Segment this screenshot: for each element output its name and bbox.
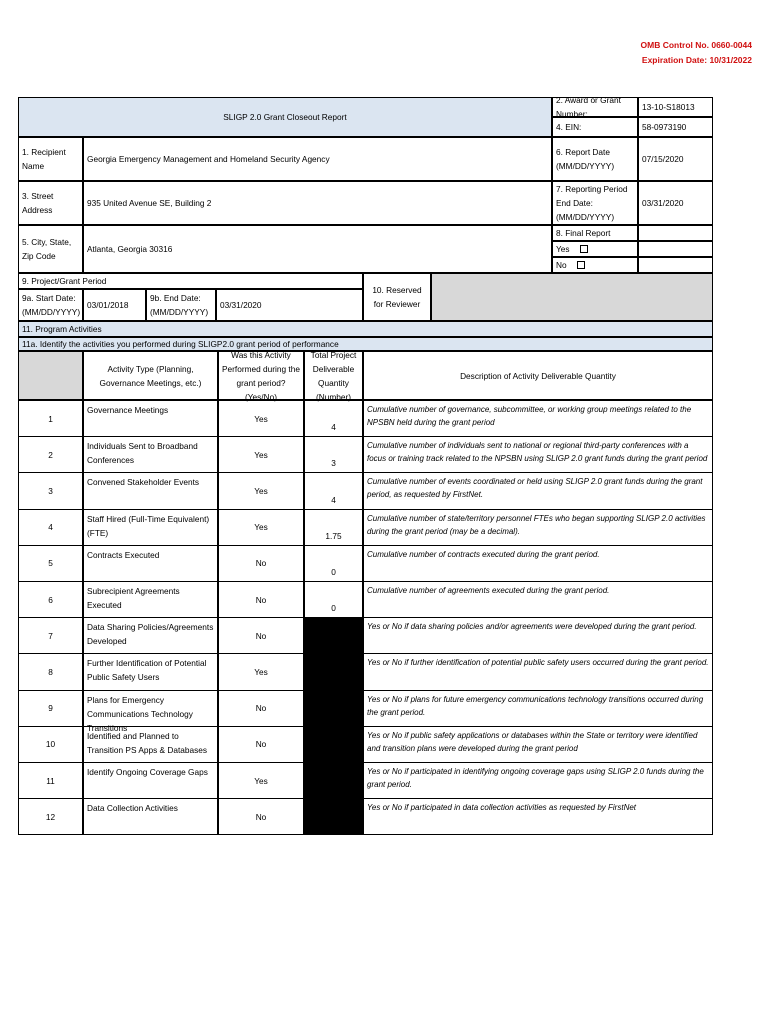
activity-performed: No — [255, 630, 267, 641]
activity-number-header — [18, 351, 83, 400]
activity-performed: No — [255, 739, 267, 750]
activity-total-header: Total Project Deliverable Quantity (Number) — [304, 351, 363, 400]
activity-quantity: 1.75 — [325, 530, 342, 541]
start-date-label: 9a. Start Date: (MM/DD/YYYY) — [18, 289, 83, 321]
activity-number-cell — [18, 400, 83, 437]
activity-quantity-cell[interactable] — [304, 436, 363, 473]
activity-type: Individuals Sent to Broadband Conferences — [87, 441, 198, 466]
activity-type-cell — [83, 436, 218, 473]
final-report-yes-blank — [638, 241, 713, 257]
no-checkbox[interactable] — [577, 261, 585, 269]
activity-type-cell — [83, 545, 218, 582]
activity-quantity-cell — [304, 617, 363, 654]
activity-number: 9 — [48, 703, 53, 714]
activity-description-cell — [363, 762, 713, 799]
activity-number-cell — [18, 472, 83, 509]
activity-performed-cell[interactable] — [218, 653, 304, 690]
activity-quantity-cell — [304, 798, 363, 835]
activity-description-cell — [363, 653, 713, 690]
start-date-value[interactable]: 03/01/2018 — [83, 289, 146, 321]
activity-type-cell — [83, 617, 218, 654]
activity-quantity-cell[interactable] — [304, 581, 363, 618]
activity-description-cell — [363, 436, 713, 473]
activity-number: 1 — [48, 413, 53, 424]
activity-number: 8 — [48, 666, 53, 677]
activity-quantity: 4 — [331, 494, 336, 505]
activity-description-cell — [363, 581, 713, 618]
activity-description: Cumulative number of governance, subcommittee, or working group meetings related to the NPSBN held during the grant period — [367, 405, 692, 427]
reserved-for-reviewer-label: 10. Reserved for Reviewer — [363, 273, 431, 321]
street-address-value[interactable]: 935 United Avenue SE, Building 2 — [83, 181, 552, 225]
activity-number: 3 — [48, 485, 53, 496]
yes-checkbox[interactable] — [580, 245, 588, 253]
period-end-value[interactable]: 03/31/2020 — [638, 181, 713, 225]
activity-performed-cell[interactable] — [218, 798, 304, 835]
activity-performed: Yes — [254, 485, 268, 496]
activity-type: Convened Stakeholder Events — [87, 477, 200, 488]
activity-number-cell — [18, 581, 83, 618]
activity-type: Identified and Planned to Transition PS Apps & Databases — [87, 730, 208, 755]
final-report-no-blank — [638, 257, 713, 273]
activity-type-cell — [83, 472, 218, 509]
period-end-label: 7. Reporting Period End Date: (MM/DD/YYYY) — [552, 181, 638, 225]
program-activities-label: 11. Program Activities — [18, 321, 713, 337]
activity-description-cell — [363, 617, 713, 654]
activity-type: Subrecipient Agreements Executed — [87, 586, 180, 610]
activity-description-cell — [363, 798, 713, 835]
activity-number: 4 — [48, 522, 53, 533]
activity-description: Yes or No if plans for future emergency communications technology transitions occurred during the grant period. — [367, 694, 704, 717]
activity-number-cell — [18, 436, 83, 473]
activity-performed: Yes — [254, 449, 268, 460]
activity-number-cell — [18, 726, 83, 763]
activity-quantity-cell[interactable] — [304, 509, 363, 546]
final-report-no[interactable] — [552, 257, 638, 273]
recipient-name-value[interactable]: Georgia Emergency Management and Homeland Security Agency — [83, 137, 552, 181]
activity-performed: No — [255, 703, 267, 714]
activity-description-cell — [363, 472, 713, 509]
report-date-value[interactable]: 07/15/2020 — [638, 137, 713, 181]
street-address-label: 3. Street Address — [18, 181, 83, 225]
activity-performed-cell[interactable] — [218, 762, 304, 799]
activity-type-cell — [83, 400, 218, 437]
activity-type: Plans for Emergency Communications Technology Transitions — [87, 694, 193, 733]
activity-quantity: 3 — [331, 458, 336, 469]
omb-control-number: OMB Control No. 0660-0044 — [640, 40, 752, 50]
activity-quantity: 0 — [331, 566, 336, 577]
recipient-name-label: 1. Recipient Name — [18, 137, 83, 181]
activity-performed-cell[interactable] — [218, 436, 304, 473]
activity-quantity-cell — [304, 762, 363, 799]
activity-performed: Yes — [254, 413, 268, 424]
activity-description-header: Description of Activity Deliverable Quantity — [363, 351, 713, 400]
activity-number: 2 — [48, 449, 53, 460]
report-date-label: 6. Report Date (MM/DD/YYYY) — [552, 137, 638, 181]
activity-performed: Yes — [254, 666, 268, 677]
activity-description-cell — [363, 509, 713, 546]
activity-number-cell — [18, 509, 83, 546]
activity-quantity-cell[interactable] — [304, 400, 363, 437]
activity-type: Identify Ongoing Coverage Gaps — [87, 767, 208, 777]
activity-description: Cumulative number of agreements executed during the grant period. — [367, 586, 610, 595]
activity-description-cell — [363, 545, 713, 582]
activity-number: 7 — [48, 630, 53, 641]
activity-quantity-cell — [304, 690, 363, 727]
activity-type-cell — [83, 762, 218, 799]
activity-performed: No — [255, 594, 267, 605]
reviewer-area — [431, 273, 713, 321]
activity-type-cell — [83, 726, 218, 763]
activity-type: Contracts Executed — [87, 549, 160, 560]
activity-number-cell — [18, 798, 83, 835]
ein-label: 4. EIN: — [552, 117, 638, 137]
final-report-label: 8. Final Report — [552, 225, 638, 241]
activity-description: Yes or No if data sharing policies and/or agreements were developed during the grant period. — [367, 622, 697, 632]
activity-description: Cumulative number of state/territory personnel FTEs who began supporting SLIGP 2.0 activities during the grant period (may be a decimal). — [367, 513, 706, 536]
activity-quantity: 4 — [331, 422, 336, 433]
activity-quantity-cell — [304, 726, 363, 763]
activity-performed-cell[interactable] — [218, 726, 304, 763]
activity-performed-cell[interactable] — [218, 545, 304, 582]
activity-number-cell — [18, 762, 83, 799]
activity-performed-cell[interactable] — [218, 690, 304, 727]
activity-quantity-cell — [304, 653, 363, 690]
activity-type: Staff Hired (Full-Time Equivalent)(FTE) — [87, 513, 210, 538]
activity-performed-cell[interactable] — [218, 400, 304, 437]
activity-performed: Yes — [254, 775, 268, 786]
activity-number-cell — [18, 653, 83, 690]
activity-performed-cell[interactable] — [218, 581, 304, 618]
activity-type-cell — [83, 690, 218, 733]
activity-type-cell — [83, 509, 218, 546]
activity-number-cell — [18, 690, 83, 727]
activity-description: Cumulative number of events coordinated or held using SLIGP 2.0 grant funds during the grant period, as requested by FirstNet. — [367, 477, 703, 500]
award-number-label: 2. Award or Grant Number: — [552, 97, 638, 117]
activity-quantity-cell[interactable] — [304, 545, 363, 582]
activity-number: 6 — [48, 594, 53, 605]
activity-number: 5 — [48, 558, 53, 569]
activity-type-cell — [83, 798, 218, 835]
activity-description: Yes or No if participated in data collection activities as requested by FirstNet — [367, 803, 637, 813]
activity-quantity: 0 — [331, 603, 336, 614]
project-period-label: 9. Project/Grant Period — [18, 273, 363, 289]
activity-number: 12 — [45, 811, 56, 822]
activity-quantity-cell[interactable] — [304, 472, 363, 509]
activity-performed-header: Was this Activity Performed during the grant period? (Yes/No) — [218, 351, 304, 400]
final-report-yes-label: Yes — [556, 244, 570, 254]
activity-number: 10 — [45, 739, 56, 750]
activity-description: Yes or No if public safety applications or databases within the State or territory were identified and transition plans were developed during the grant period — [367, 730, 698, 753]
end-date-label: 9b. End Date: (MM/DD/YYYY) — [146, 289, 216, 321]
final-report-yes[interactable] — [552, 241, 638, 257]
end-date-value[interactable]: 03/31/2020 — [216, 289, 363, 321]
activity-number-cell — [18, 617, 83, 654]
activity-number: 11 — [46, 775, 55, 786]
omb-expiration-date: Expiration Date: 10/31/2022 — [641, 55, 752, 65]
omb-info — [641, 38, 752, 68]
activity-performed-cell[interactable] — [218, 472, 304, 509]
final-report-no-label: No — [556, 260, 567, 270]
activity-type: Further Identification of Potential Public Safety Users — [87, 658, 207, 683]
activity-description: Cumulative number of individuals sent to national or regional third-party conferences with a focus or training track related to the NPSBN using SLIGP 2.0 grant funds during the grant period — [367, 441, 708, 464]
activity-description: Cumulative number of contracts executed during the grant period. — [367, 549, 600, 559]
activity-performed: No — [255, 558, 267, 569]
ein-value[interactable]: 58-0973190 — [638, 117, 713, 137]
activity-performed-cell[interactable] — [218, 509, 304, 546]
award-number-value[interactable]: 13-10-S18013 — [638, 97, 713, 117]
activity-performed-cell[interactable] — [218, 617, 304, 654]
activity-number-cell — [18, 545, 83, 582]
activity-description-cell — [363, 690, 713, 727]
activity-description: Yes or No if participated in identifying ongoing coverage gaps using SLIGP 2.0 funds during the grant period. — [367, 767, 704, 789]
activity-type-header: Activity Type (Planning, Governance Meetings, etc.) — [83, 351, 218, 400]
city-state-zip-value[interactable]: Atlanta, Georgia 30316 — [83, 225, 552, 273]
activity-type: Data Collection Activities — [87, 803, 178, 814]
activity-description: Yes or No if further identification of potential public safety users occurred during the grant period. — [367, 658, 709, 668]
activities-subsection-label: 11a. Identify the activities you performed during SLIGP2.0 grant period of performance — [18, 337, 713, 351]
activity-type: Data Sharing Policies/Agreements Developed — [87, 622, 214, 647]
activity-type-cell — [83, 581, 218, 618]
activity-description-cell — [363, 400, 713, 437]
activity-type-cell — [83, 653, 218, 690]
report-title: SLIGP 2.0 Grant Closeout Report — [18, 97, 552, 137]
activity-type: Governance Meetings — [87, 405, 169, 415]
final-report-blank — [638, 225, 713, 241]
activity-performed: No — [255, 811, 267, 822]
activity-performed: Yes — [254, 522, 268, 533]
city-state-zip-label: 5. City, State, Zip Code — [18, 225, 83, 273]
activity-description-cell — [363, 726, 713, 763]
